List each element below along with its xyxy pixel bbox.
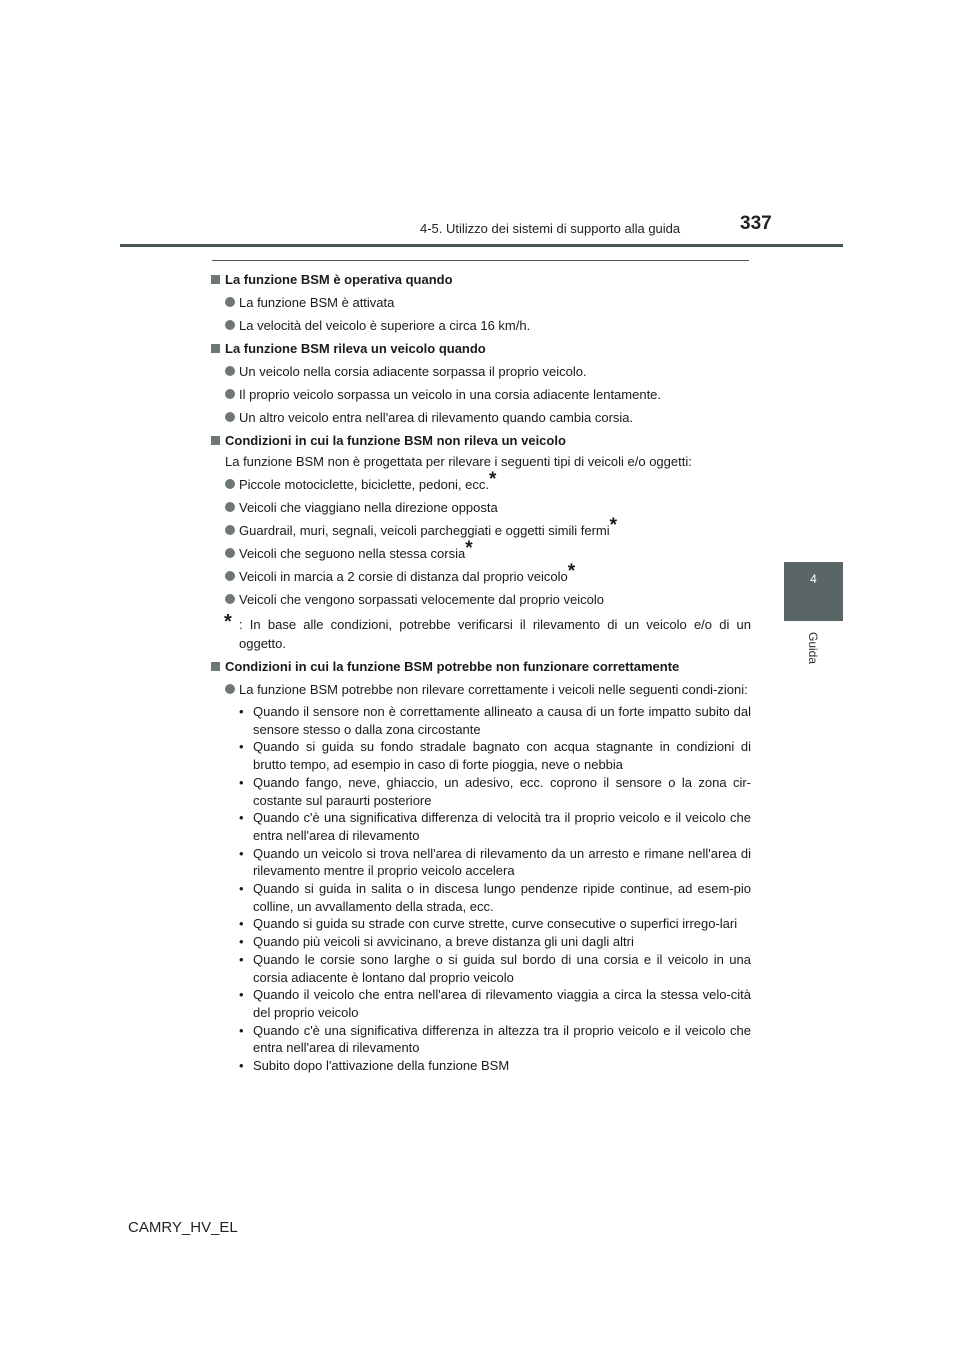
condition-item: • Quando si guida in salita o in discesa lungo pendenze ripide continue, ad esem-pio colline, un avvallamento della strada, ecc.: [239, 880, 751, 915]
condition-item: • Quando fango, neve, ghiaccio, un adesivo, ecc. coprono il sensore o la zona cir-costante sul paraurti posteriore: [239, 774, 751, 809]
square-bullet-icon: [211, 275, 220, 284]
chapter-tab: [784, 562, 843, 621]
page-content: [211, 266, 751, 1075]
list-item: Il proprio veicolo sorpassa un veicolo in una corsia adiacente lentamente.: [211, 385, 751, 404]
footnote: * : In base alle condizioni, potrebbe verificarsi il rilevamento di un veicolo e/o di un oggetto.: [224, 611, 751, 651]
list-item: Veicoli che vengono sorpassati velocemente dal proprio veicolo: [211, 590, 751, 609]
condition-item: • Quando un veicolo si trova nell'area di rilevamento da un arresto e rimane nell'area di rilevamento mentre il proprio veicolo accelera: [239, 845, 751, 880]
condition-item: • Quando si guida su fondo stradale bagnato con acqua stagnante in condizioni di brutto tempo, ad esempio in caso di forte pioggia, neve o nebbia: [239, 738, 751, 773]
section-heading: Condizioni in cui la funzione BSM potrebbe non funzionare correttamente: [211, 657, 751, 676]
circle-bullet-icon: [225, 525, 235, 535]
condition-item: • Quando le corsie sono larghe o si guida sul bordo di una corsia e il veicolo in una corsia adiacente è lontano dal proprio veicolo: [239, 951, 751, 986]
list-item: La velocità del veicolo è superiore a circa 16 km/h.: [211, 316, 751, 335]
circle-bullet-icon: [225, 502, 235, 512]
asterisk-marker: *: [609, 515, 618, 536]
section-heading: La funzione BSM rileva un veicolo quando: [211, 339, 751, 358]
list-item: Guardrail, muri, segnali, veicoli parcheggiati e oggetti simili fermi*: [211, 521, 751, 540]
list-item: Un veicolo nella corsia adiacente sorpassa il proprio veicolo.: [211, 362, 751, 381]
circle-bullet-icon: [225, 594, 235, 604]
condition-item: • Quando si guida su strade con curve strette, curve consecutive o superfici irrego-lari: [239, 915, 751, 933]
condition-item: • Quando c'è una significativa differenza in altezza tra il proprio veicolo e il veicolo che entra nell'area di rilevamento: [239, 1022, 751, 1057]
circle-bullet-icon: [225, 479, 235, 489]
condition-item: • Quando più veicoli si avvicinano, a breve distanza gli uni dagli altri: [239, 933, 751, 951]
square-bullet-icon: [211, 344, 220, 353]
list-item: Veicoli che seguono nella stessa corsia*: [211, 544, 751, 563]
content-rule: [212, 260, 749, 261]
list-item: Un altro veicolo entra nell'area di rilevamento quando cambia corsia.: [211, 408, 751, 427]
asterisk-marker: *: [489, 469, 497, 490]
circle-bullet-icon: [225, 389, 235, 399]
section-intro: La funzione BSM non è progettata per rilevare i seguenti tipi di veicoli e/o oggetti:: [225, 454, 692, 469]
chapter-label: Guida: [806, 632, 820, 665]
section-title: 4-5. Utilizzo dei sistemi di supporto alla guida: [420, 221, 681, 236]
circle-bullet-icon: [225, 548, 235, 558]
circle-bullet-icon: [225, 571, 235, 581]
list-item: Veicoli in marcia a 2 corsie di distanza dal proprio veicolo*: [211, 567, 751, 586]
section-heading: La funzione BSM è operativa quando: [211, 270, 751, 289]
header-rule: [120, 244, 843, 247]
asterisk-marker: *: [465, 538, 473, 559]
chapter-number: 4: [810, 572, 817, 586]
square-bullet-icon: [211, 436, 220, 445]
circle-bullet-icon: [225, 412, 235, 422]
circle-bullet-icon: [225, 366, 235, 376]
list-item: La funzione BSM è attivata: [211, 293, 751, 312]
document-code: CAMRY_HV_EL: [128, 1219, 238, 1236]
condition-item: • Quando il sensore non è correttamente allineato a causa di un forte impatto subito dal sensore stesso o dalla zona circostante: [239, 703, 751, 738]
page-number: 337: [740, 213, 772, 234]
asterisk-marker: *: [567, 561, 576, 582]
condition-item: • Quando c'è una significativa differenza di velocità tra il proprio veicolo e il veicolo che entra nell'area di rilevamento: [239, 809, 751, 844]
section-heading: Condizioni in cui la funzione BSM non rileva un veicolo: [211, 431, 751, 450]
condition-item: • Subito dopo l'attivazione della funzione BSM: [239, 1057, 751, 1075]
circle-bullet-icon: [225, 297, 235, 307]
square-bullet-icon: [211, 662, 220, 671]
circle-bullet-icon: [225, 320, 235, 330]
list-item: La funzione BSM potrebbe non rilevare correttamente i veicoli nelle seguenti condi-zioni:: [211, 680, 751, 699]
list-item: Veicoli che viaggiano nella direzione opposta: [211, 498, 751, 517]
condition-list: [211, 703, 751, 1075]
circle-bullet-icon: [225, 684, 235, 694]
asterisk-marker: *: [224, 611, 232, 633]
condition-item: • Quando il veicolo che entra nell'area di rilevamento viaggia a circa la stessa velo-cità del proprio veicolo: [239, 986, 751, 1021]
list-item: Piccole motociclette, biciclette, pedoni, ecc.*: [211, 475, 751, 494]
